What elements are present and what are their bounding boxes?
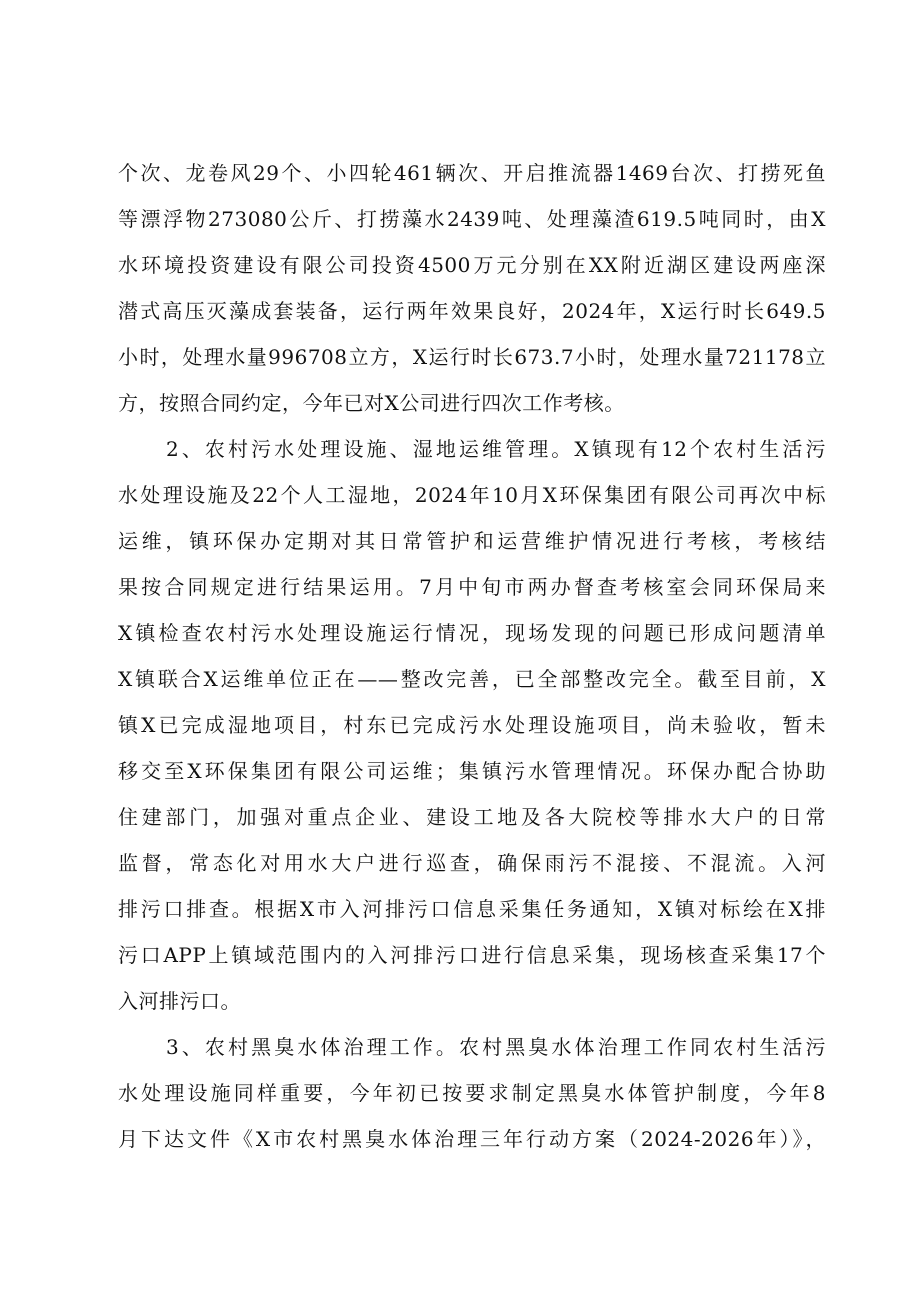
text-line: 水环境投资建设有限公司投资4500万元分别在XX附近湖区建设两座深 [118,253,826,277]
text-line: X镇检查农村污水处理设施运行情况，现场发现的问题已形成问题清单 [118,621,826,645]
text-line: 排污口排查。根据X市入河排污口信息采集任务通知，X镇对标绘在X排 [118,897,826,921]
text-line: 潜式高压灭藻成套装备，运行两年效果良好，2024年，X运行时长649.5 [118,299,826,323]
text-line: 小时，处理水量996708立方，X运行时长673.7小时，处理水量721178立 [118,345,826,369]
text-line: 入河排污口。 [118,989,241,1013]
text-line: 个次、龙卷风29个、小四轮461辆次、开启推流器1469台次、打捞死鱼 [118,161,826,185]
text-line: 监督，常态化对用水大户进行巡查，确保雨污不混接、不混流。入河 [118,851,826,875]
text-line: 移交至X环保集团有限公司运维；集镇污水管理情况。环保办配合协助 [118,759,826,783]
text-line: 2、农村污水处理设施、湿地运维管理。X镇现有12个农村生活污 [166,437,826,461]
paragraph-water-treatment-stats [118,150,826,426]
document-body [118,150,826,1162]
text-line: 运维，镇环保办定期对其日常管护和运营维护情况进行考核，考核结 [118,529,826,553]
text-line: 等漂浮物273080公斤、打捞藻水2439吨、处理藻渣619.5吨同时，由X [118,207,826,231]
text-line: 水处理设施同样重要，今年初已按要求制定黑臭水体管护制度，今年8 [118,1081,826,1105]
text-line: 方，按照合同约定，今年已对X公司进行四次工作考核。 [118,391,625,415]
text-line: 镇X已完成湿地项目，村东已完成污水处理设施项目，尚未验收，暂未 [118,713,826,737]
text-line: 月下达文件《X市农村黑臭水体治理三年行动方案（2024-2026年）》， [118,1127,826,1151]
text-line: 水处理设施及22个人工湿地，2024年10月X环保集团有限公司再次中标 [118,483,826,507]
text-line: X镇联合X运维单位正在——整改完善，已全部整改完全。截至目前，X [118,667,826,691]
text-line: 住建部门，加强对重点企业、建设工地及各大院校等排水大户的日常 [118,805,826,829]
paragraph-black-odorous-water [118,1024,826,1162]
paragraph-rural-sewage-wetland [118,426,826,1024]
text-line: 污口APP上镇域范围内的入河排污口进行信息采集，现场核查采集17个 [118,943,826,967]
text-line: 果按合同规定进行结果运用。7月中旬市两办督查考核室会同环保局来 [118,575,826,599]
text-line: 3、农村黑臭水体治理工作。农村黑臭水体治理工作同农村生活污 [166,1035,826,1059]
